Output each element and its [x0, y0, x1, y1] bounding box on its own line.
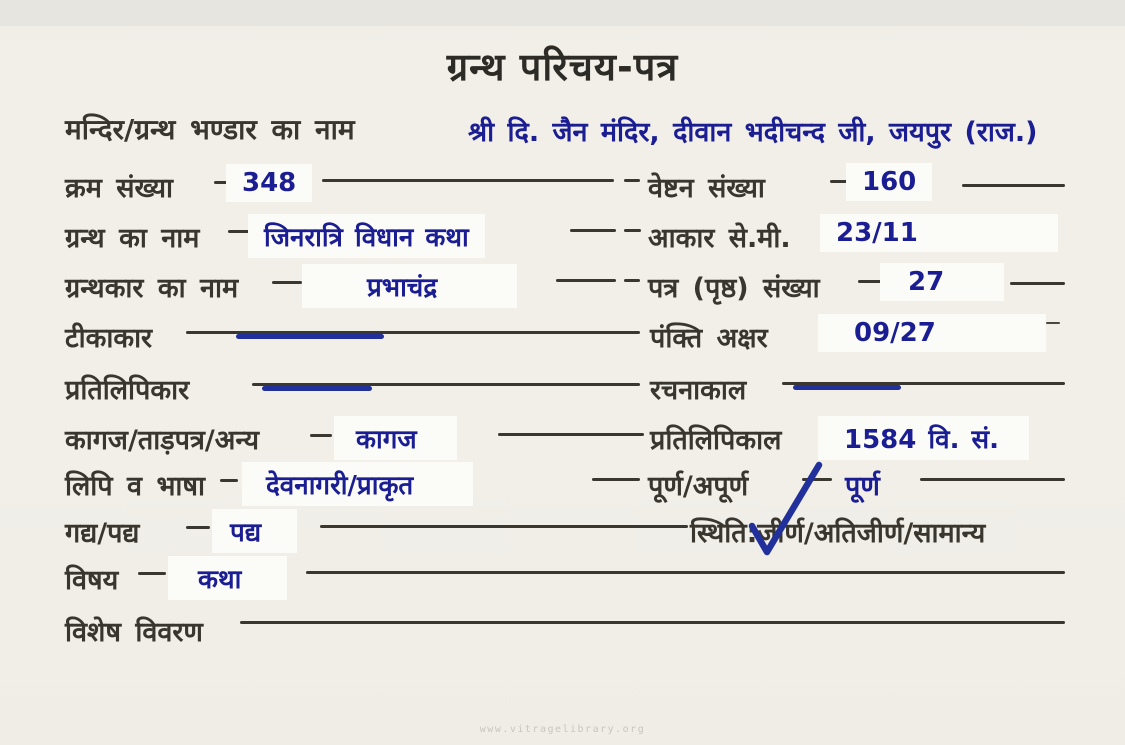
rule-line: [272, 281, 302, 284]
rule-line: [962, 184, 1065, 187]
rule-line: [240, 621, 1065, 624]
handwritten-dash: [793, 385, 901, 390]
field-label-bhandar-naam: मन्दिर/ग्रन्थ भण्डार का नाम: [65, 113, 355, 146]
rule-line: [306, 571, 1065, 574]
field-value-bhandar-naam: श्री दि. जैन मंदिर, दीवान भदीचन्द जी, जयपुर (राज.): [468, 117, 1038, 148]
rule-line: [920, 478, 1065, 481]
rule-line: [220, 479, 238, 482]
field-label-purn-apurn: पूर्ण/अपूर्ण: [648, 471, 749, 502]
field-label-granth-naam: ग्रन्थ का नाम: [65, 223, 200, 254]
field-value-kram-sankhya: 348: [226, 164, 312, 202]
field-label-lipi: लिपि व भाषा: [65, 471, 206, 502]
field-label-sthiti: स्थिति:जीर्ण/अतिजीर्ण/सामान्य: [690, 518, 986, 549]
scan-edge-band: [0, 0, 1125, 26]
field-label-veshtan-sankhya: वेष्टन संख्या: [648, 173, 765, 204]
field-label-pratilipikar: प्रतिलिपिकार: [65, 375, 190, 406]
field-value-pankti-akshar: 09/27: [818, 314, 1046, 352]
field-value-granth-naam: जिनरात्रि विधान कथा: [248, 214, 485, 258]
field-label-aakar: आकार से.मी.: [648, 223, 791, 254]
field-value-pratilipikal: 1584 वि. सं.: [818, 416, 1029, 460]
form-title: ग्रन्थ परिचय-पत्र: [446, 45, 679, 89]
field-value-kagaz: कागज: [334, 416, 457, 460]
field-label-vishesh-vivaran: विशेष विवरण: [65, 617, 203, 648]
rule-line: [138, 572, 166, 575]
field-label-granthkar: ग्रन्थकार का नाम: [65, 273, 239, 304]
field-label-kram-sankhya: क्रम संख्या: [65, 173, 173, 204]
rule-line: [320, 525, 688, 528]
rule-line: [322, 179, 614, 182]
field-value-vishay: कथा: [168, 556, 287, 600]
field-value-patra-sankhya: 27: [880, 263, 1004, 301]
field-label-vishay: विषय: [65, 565, 119, 596]
field-label-gadya-padya: गद्य/पद्य: [65, 518, 140, 549]
field-label-pankti-akshar: पंक्ति अक्षर: [650, 323, 768, 354]
field-label-tikakar: टीकाकार: [65, 323, 153, 354]
watermark-url: www.vitragelibrary.org: [479, 724, 646, 735]
field-value-purn-apurn: पूर्ण: [845, 471, 880, 502]
field-label-pratilipikal: प्रतिलिपिकाल: [650, 425, 782, 456]
rule-line: [556, 279, 616, 282]
rule-line: [624, 279, 640, 282]
field-value-veshtan-sankhya: 160: [846, 163, 932, 201]
field-label-patra-sankhya: पत्र (पृष्ठ) संख्या: [648, 273, 820, 304]
field-value-aakar: 23/11: [820, 214, 1058, 252]
tick-mark-icon: [740, 458, 830, 560]
rule-line: [570, 229, 616, 232]
field-label-rachnakal: रचनाकाल: [650, 375, 747, 406]
rule-line: [624, 179, 640, 182]
rule-line: [186, 526, 210, 529]
field-label-kagaz: कागज/ताड़पत्र/अन्य: [65, 425, 260, 456]
rule-line: [1010, 282, 1065, 285]
rule-line: [592, 478, 640, 481]
rule-line: [624, 229, 641, 232]
handwritten-dash: [236, 334, 384, 339]
field-value-granthkar: प्रभाचंद्र: [302, 264, 517, 308]
field-value-lipi: देवनागरी/प्राकृत: [242, 462, 473, 506]
rule-line: [498, 433, 644, 436]
handwritten-dash: [262, 386, 372, 391]
field-value-gadya-padya: पद्य: [212, 509, 297, 553]
rule-line: [310, 434, 332, 437]
rule-line: [1046, 322, 1060, 324]
